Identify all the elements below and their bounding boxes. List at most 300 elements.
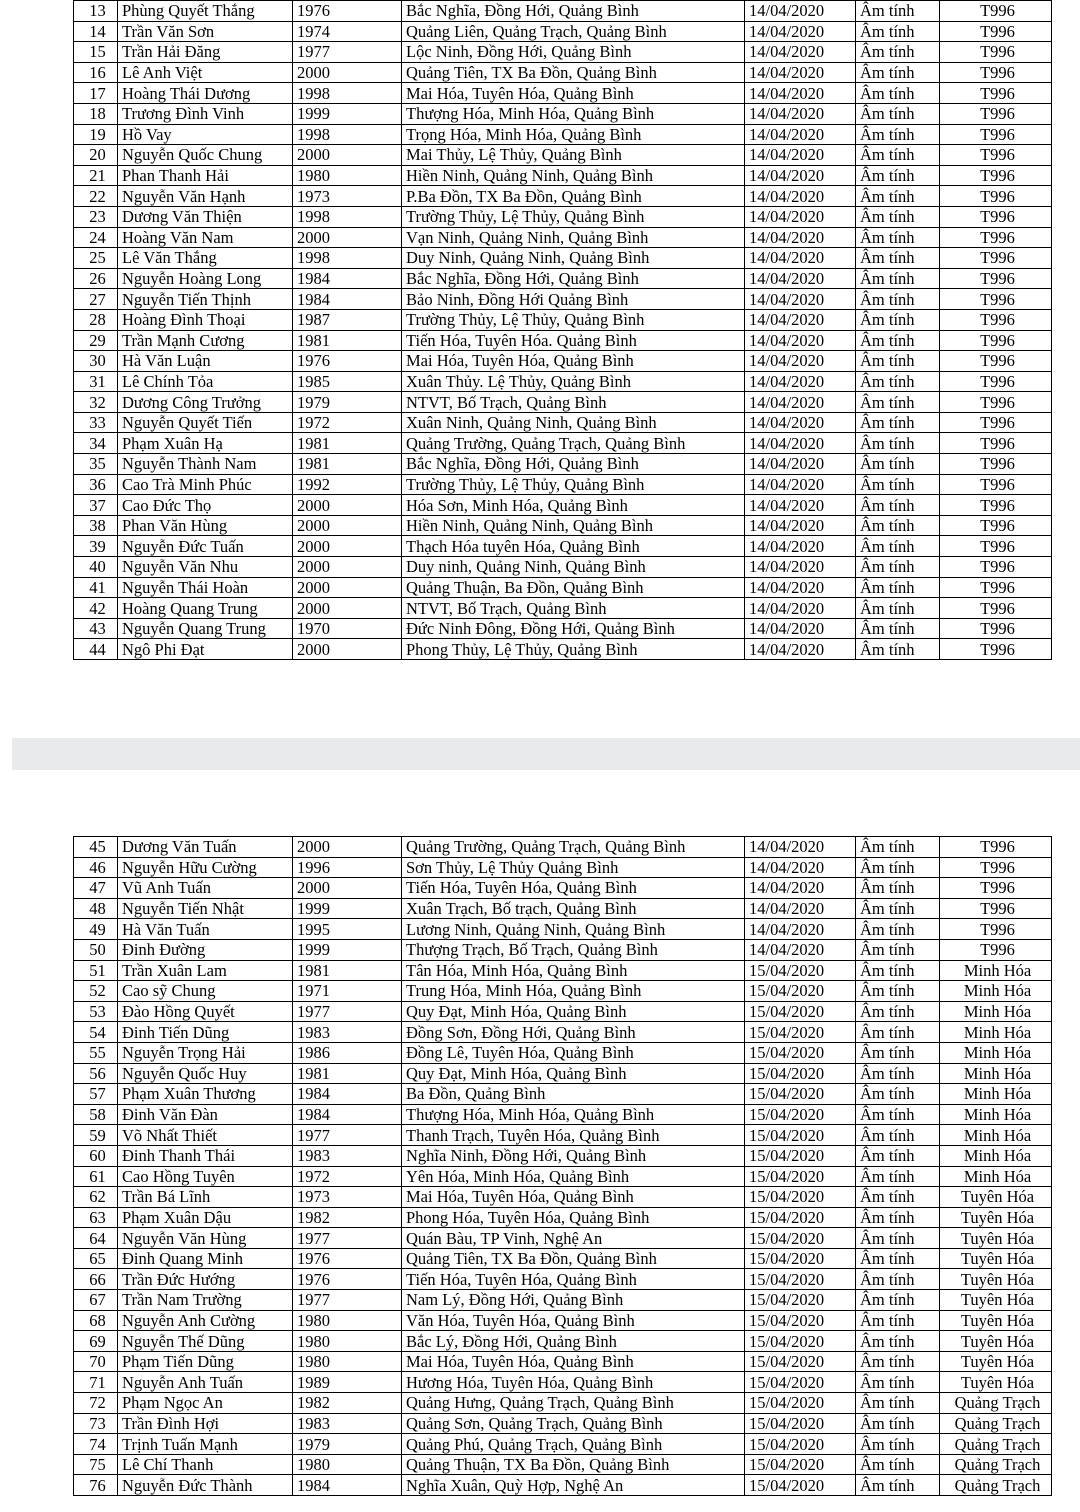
address-cell: Hóa Sơn, Minh Hóa, Quảng Bình bbox=[402, 495, 745, 516]
row-number-cell: 61 bbox=[74, 1166, 118, 1187]
person-name-cell: Lê Chí Thanh bbox=[118, 1454, 293, 1475]
person-name-cell: Phạm Xuân Thương bbox=[118, 1084, 293, 1105]
person-name-cell: Hoàng Quang Trung bbox=[118, 598, 293, 619]
address-cell: Duy Ninh, Quảng Ninh, Quảng Bình bbox=[402, 248, 745, 269]
address-cell: P.Ba Đồn, TX Ba Đồn, Quảng Bình bbox=[402, 186, 745, 207]
test-date-cell: 15/04/2020 bbox=[745, 1248, 856, 1269]
quarantine-location-cell: Tuyên Hóa bbox=[940, 1351, 1052, 1372]
birth-year-cell: 1974 bbox=[293, 21, 402, 42]
address-cell: Đồng Lê, Tuyên Hóa, Quảng Bình bbox=[402, 1042, 745, 1063]
address-cell: Quảng Trường, Quảng Trạch, Quảng Bình bbox=[402, 433, 745, 454]
row-number-cell: 43 bbox=[74, 618, 118, 639]
address-cell: Xuân Trạch, Bố trạch, Quảng Bình bbox=[402, 898, 745, 919]
row-number-cell: 34 bbox=[74, 433, 118, 454]
birth-year-cell: 2000 bbox=[293, 639, 402, 660]
test-result-cell: Âm tính bbox=[856, 495, 940, 516]
birth-year-cell: 1977 bbox=[293, 1290, 402, 1311]
test-result-cell: Âm tính bbox=[856, 618, 940, 639]
birth-year-cell: 1984 bbox=[293, 289, 402, 310]
row-number-cell: 13 bbox=[74, 1, 118, 22]
quarantine-location-cell: T996 bbox=[940, 598, 1052, 619]
test-date-cell: 14/04/2020 bbox=[745, 412, 856, 433]
row-number-cell: 30 bbox=[74, 351, 118, 372]
test-date-cell: 15/04/2020 bbox=[745, 960, 856, 981]
quarantine-location-cell: T996 bbox=[940, 124, 1052, 145]
test-result-cell: Âm tính bbox=[856, 1269, 940, 1290]
test-result-cell: Âm tính bbox=[856, 1063, 940, 1084]
address-cell: Phong Hóa, Tuyên Hóa, Quảng Bình bbox=[402, 1207, 745, 1228]
row-number-cell: 75 bbox=[74, 1454, 118, 1475]
test-date-cell: 14/04/2020 bbox=[745, 557, 856, 578]
row-number-cell: 31 bbox=[74, 371, 118, 392]
birth-year-cell: 2000 bbox=[293, 577, 402, 598]
table-row bbox=[74, 145, 1052, 166]
table-row bbox=[74, 898, 1052, 919]
test-date-cell: 15/04/2020 bbox=[745, 1393, 856, 1414]
quarantine-location-cell: T996 bbox=[940, 165, 1052, 186]
row-number-cell: 46 bbox=[74, 857, 118, 878]
quarantine-location-cell: Tuyên Hóa bbox=[940, 1331, 1052, 1352]
birth-year-cell: 1977 bbox=[293, 1228, 402, 1249]
row-number-cell: 48 bbox=[74, 898, 118, 919]
person-name-cell: Nguyễn Quốc Chung bbox=[118, 145, 293, 166]
test-result-cell: Âm tính bbox=[856, 351, 940, 372]
test-date-cell: 15/04/2020 bbox=[745, 1434, 856, 1455]
table-row bbox=[74, 1269, 1052, 1290]
quarantine-location-cell: T996 bbox=[940, 557, 1052, 578]
table-row bbox=[74, 1393, 1052, 1414]
test-result-cell: Âm tính bbox=[856, 227, 940, 248]
quarantine-location-cell: Tuyên Hóa bbox=[940, 1269, 1052, 1290]
test-date-cell: 15/04/2020 bbox=[745, 1166, 856, 1187]
row-number-cell: 33 bbox=[74, 412, 118, 433]
row-number-cell: 14 bbox=[74, 21, 118, 42]
quarantine-location-cell: T996 bbox=[940, 309, 1052, 330]
row-number-cell: 53 bbox=[74, 1001, 118, 1022]
address-cell: Bảo Ninh, Đồng Hới Quảng Bình bbox=[402, 289, 745, 310]
birth-year-cell: 1984 bbox=[293, 268, 402, 289]
birth-year-cell: 1998 bbox=[293, 83, 402, 104]
row-number-cell: 64 bbox=[74, 1228, 118, 1249]
row-number-cell: 71 bbox=[74, 1372, 118, 1393]
row-number-cell: 37 bbox=[74, 495, 118, 516]
address-cell: Trường Thủy, Lệ Thủy, Quảng Bình bbox=[402, 309, 745, 330]
test-result-cell: Âm tính bbox=[856, 1290, 940, 1311]
test-date-cell: 14/04/2020 bbox=[745, 309, 856, 330]
test-date-cell: 14/04/2020 bbox=[745, 837, 856, 858]
table-row bbox=[74, 1331, 1052, 1352]
test-date-cell: 15/04/2020 bbox=[745, 1351, 856, 1372]
quarantine-location-cell: T996 bbox=[940, 898, 1052, 919]
birth-year-cell: 1984 bbox=[293, 1084, 402, 1105]
test-date-cell: 15/04/2020 bbox=[745, 1228, 856, 1249]
quarantine-location-cell: T996 bbox=[940, 103, 1052, 124]
person-name-cell: Vũ Anh Tuấn bbox=[118, 878, 293, 899]
row-number-cell: 49 bbox=[74, 919, 118, 940]
test-date-cell: 15/04/2020 bbox=[745, 1475, 856, 1496]
birth-year-cell: 2000 bbox=[293, 557, 402, 578]
person-name-cell: Đinh Quang Minh bbox=[118, 1248, 293, 1269]
table-row bbox=[74, 1475, 1052, 1496]
birth-year-cell: 1972 bbox=[293, 412, 402, 433]
birth-year-cell: 1981 bbox=[293, 454, 402, 475]
row-number-cell: 42 bbox=[74, 598, 118, 619]
person-name-cell: Lê Văn Thắng bbox=[118, 248, 293, 269]
table-row bbox=[74, 268, 1052, 289]
test-date-cell: 14/04/2020 bbox=[745, 21, 856, 42]
person-name-cell: Trương Đình Vinh bbox=[118, 103, 293, 124]
quarantine-location-cell: T996 bbox=[940, 919, 1052, 940]
quarantine-location-cell: Quảng Trạch bbox=[940, 1454, 1052, 1475]
row-number-cell: 28 bbox=[74, 309, 118, 330]
table-row bbox=[74, 515, 1052, 536]
table-row bbox=[74, 289, 1052, 310]
address-cell: Thạch Hóa tuyên Hóa, Quảng Bình bbox=[402, 536, 745, 557]
test-date-cell: 14/04/2020 bbox=[745, 227, 856, 248]
person-name-cell: Lê Anh Việt bbox=[118, 62, 293, 83]
test-date-cell: 15/04/2020 bbox=[745, 1269, 856, 1290]
row-number-cell: 44 bbox=[74, 639, 118, 660]
address-cell: Văn Hóa, Tuyên Hóa, Quảng Bình bbox=[402, 1310, 745, 1331]
test-result-cell: Âm tính bbox=[856, 577, 940, 598]
table-row bbox=[74, 919, 1052, 940]
test-date-cell: 15/04/2020 bbox=[745, 1084, 856, 1105]
row-number-cell: 56 bbox=[74, 1063, 118, 1084]
table-row bbox=[74, 981, 1052, 1002]
test-date-cell: 15/04/2020 bbox=[745, 1145, 856, 1166]
address-cell: Tiến Hóa, Tuyên Hóa, Quảng Bình bbox=[402, 1269, 745, 1290]
row-number-cell: 25 bbox=[74, 248, 118, 269]
row-number-cell: 40 bbox=[74, 557, 118, 578]
birth-year-cell: 1981 bbox=[293, 1063, 402, 1084]
row-number-cell: 22 bbox=[74, 186, 118, 207]
birth-year-cell: 1996 bbox=[293, 857, 402, 878]
birth-year-cell: 1971 bbox=[293, 981, 402, 1002]
table-row bbox=[74, 83, 1052, 104]
address-cell: Thanh Trạch, Tuyên Hóa, Quảng Bình bbox=[402, 1125, 745, 1146]
address-cell: Lộc Ninh, Đồng Hới, Quảng Bình bbox=[402, 42, 745, 63]
test-date-cell: 14/04/2020 bbox=[745, 248, 856, 269]
test-result-cell: Âm tính bbox=[856, 412, 940, 433]
test-date-cell: 14/04/2020 bbox=[745, 433, 856, 454]
address-cell: Hiền Ninh, Quảng Ninh, Quảng Bình bbox=[402, 165, 745, 186]
test-result-cell: Âm tính bbox=[856, 454, 940, 475]
test-result-cell: Âm tính bbox=[856, 515, 940, 536]
test-date-cell: 14/04/2020 bbox=[745, 577, 856, 598]
test-date-cell: 14/04/2020 bbox=[745, 474, 856, 495]
table-row bbox=[74, 1063, 1052, 1084]
person-name-cell: Nguyễn Thành Nam bbox=[118, 454, 293, 475]
table-row bbox=[74, 1413, 1052, 1434]
test-result-cell: Âm tính bbox=[856, 371, 940, 392]
person-name-cell: Nguyễn Văn Hùng bbox=[118, 1228, 293, 1249]
birth-year-cell: 1976 bbox=[293, 1248, 402, 1269]
birth-year-cell: 1983 bbox=[293, 1145, 402, 1166]
row-number-cell: 52 bbox=[74, 981, 118, 1002]
birth-year-cell: 1973 bbox=[293, 1187, 402, 1208]
test-date-cell: 14/04/2020 bbox=[745, 1, 856, 22]
test-result-cell: Âm tính bbox=[856, 1187, 940, 1208]
address-cell: Quán Bàu, TP Vinh, Nghệ An bbox=[402, 1228, 745, 1249]
birth-year-cell: 1980 bbox=[293, 165, 402, 186]
row-number-cell: 39 bbox=[74, 536, 118, 557]
test-result-cell: Âm tính bbox=[856, 433, 940, 454]
quarantine-location-cell: Minh Hóa bbox=[940, 1084, 1052, 1105]
quarantine-location-cell: T996 bbox=[940, 536, 1052, 557]
birth-year-cell: 1982 bbox=[293, 1207, 402, 1228]
address-cell: Nghĩa Ninh, Đồng Hới, Quảng Bình bbox=[402, 1145, 745, 1166]
row-number-cell: 73 bbox=[74, 1413, 118, 1434]
person-name-cell: Phạm Xuân Hạ bbox=[118, 433, 293, 454]
row-number-cell: 67 bbox=[74, 1290, 118, 1311]
row-number-cell: 41 bbox=[74, 577, 118, 598]
table-row bbox=[74, 165, 1052, 186]
birth-year-cell: 2000 bbox=[293, 495, 402, 516]
test-result-cell: Âm tính bbox=[856, 289, 940, 310]
address-cell: NTVT, Bố Trạch, Quảng Bình bbox=[402, 392, 745, 413]
address-cell: Quảng Sơn, Quảng Trạch, Quảng Bình bbox=[402, 1413, 745, 1434]
birth-year-cell: 1976 bbox=[293, 1, 402, 22]
row-number-cell: 36 bbox=[74, 474, 118, 495]
test-result-cell: Âm tính bbox=[856, 268, 940, 289]
person-name-cell: Nguyễn Hữu Cường bbox=[118, 857, 293, 878]
birth-year-cell: 1976 bbox=[293, 1269, 402, 1290]
table-row bbox=[74, 557, 1052, 578]
birth-year-cell: 1983 bbox=[293, 1022, 402, 1043]
quarantine-location-cell: T996 bbox=[940, 495, 1052, 516]
quarantine-location-cell: T996 bbox=[940, 42, 1052, 63]
person-name-cell: Đinh Văn Đàn bbox=[118, 1104, 293, 1125]
table-row bbox=[74, 433, 1052, 454]
address-cell: Quảng Trường, Quảng Trạch, Quảng Bình bbox=[402, 837, 745, 858]
row-number-cell: 19 bbox=[74, 124, 118, 145]
test-result-cell: Âm tính bbox=[856, 309, 940, 330]
test-result-cell: Âm tính bbox=[856, 1166, 940, 1187]
test-result-cell: Âm tính bbox=[856, 330, 940, 351]
quarantine-location-cell: T996 bbox=[940, 371, 1052, 392]
address-cell: Quảng Hưng, Quảng Trạch, Quảng Bình bbox=[402, 1393, 745, 1414]
table-row bbox=[74, 1104, 1052, 1125]
table-body bbox=[74, 837, 1052, 1496]
address-cell: Ba Đồn, Quảng Bình bbox=[402, 1084, 745, 1105]
row-number-cell: 38 bbox=[74, 515, 118, 536]
quarantine-location-cell: T996 bbox=[940, 857, 1052, 878]
quarantine-location-cell: T996 bbox=[940, 351, 1052, 372]
test-date-cell: 15/04/2020 bbox=[745, 1104, 856, 1125]
row-number-cell: 74 bbox=[74, 1434, 118, 1455]
address-cell: Trung Hóa, Minh Hóa, Quảng Bình bbox=[402, 981, 745, 1002]
test-date-cell: 14/04/2020 bbox=[745, 62, 856, 83]
address-cell: Thượng Trạch, Bố Trạch, Quảng Bình bbox=[402, 939, 745, 960]
birth-year-cell: 2000 bbox=[293, 515, 402, 536]
person-name-cell: Hồ Vay bbox=[118, 124, 293, 145]
person-name-cell: Nguyễn Văn Hạnh bbox=[118, 186, 293, 207]
birth-year-cell: 1984 bbox=[293, 1475, 402, 1496]
table-row bbox=[74, 618, 1052, 639]
birth-year-cell: 2000 bbox=[293, 227, 402, 248]
test-date-cell: 14/04/2020 bbox=[745, 536, 856, 557]
quarantine-location-cell: T996 bbox=[940, 454, 1052, 475]
person-name-cell: Nguyễn Quyết Tiến bbox=[118, 412, 293, 433]
row-number-cell: 20 bbox=[74, 145, 118, 166]
test-result-cell: Âm tính bbox=[856, 960, 940, 981]
table-row bbox=[74, 1145, 1052, 1166]
address-cell: Trường Thủy, Lệ Thủy, Quảng Bình bbox=[402, 474, 745, 495]
birth-year-cell: 2000 bbox=[293, 62, 402, 83]
birth-year-cell: 1980 bbox=[293, 1351, 402, 1372]
person-name-cell: Trần Mạnh Cương bbox=[118, 330, 293, 351]
quarantine-location-cell: Minh Hóa bbox=[940, 1145, 1052, 1166]
test-date-cell: 14/04/2020 bbox=[745, 371, 856, 392]
quarantine-location-cell: Quảng Trạch bbox=[940, 1413, 1052, 1434]
address-cell: Hiền Ninh, Quảng Ninh, Quảng Bình bbox=[402, 515, 745, 536]
test-result-cell: Âm tính bbox=[856, 1475, 940, 1496]
person-name-cell: Trịnh Tuấn Mạnh bbox=[118, 1434, 293, 1455]
birth-year-cell: 1979 bbox=[293, 1434, 402, 1455]
test-result-cell: Âm tính bbox=[856, 837, 940, 858]
person-name-cell: Phạm Tiến Dũng bbox=[118, 1351, 293, 1372]
test-result-cell: Âm tính bbox=[856, 557, 940, 578]
page-separator bbox=[12, 738, 1080, 770]
quarantine-location-cell: T996 bbox=[940, 837, 1052, 858]
test-result-cell: Âm tính bbox=[856, 165, 940, 186]
table-row bbox=[74, 21, 1052, 42]
quarantine-location-cell: Minh Hóa bbox=[940, 1063, 1052, 1084]
table-row bbox=[74, 62, 1052, 83]
address-cell: Quảng Thuận, TX Ba Đồn, Quảng Bình bbox=[402, 1454, 745, 1475]
test-result-cell: Âm tính bbox=[856, 1207, 940, 1228]
test-date-cell: 14/04/2020 bbox=[745, 206, 856, 227]
birth-year-cell: 1972 bbox=[293, 1166, 402, 1187]
test-result-cell: Âm tính bbox=[856, 1084, 940, 1105]
test-date-cell: 14/04/2020 bbox=[745, 165, 856, 186]
test-result-cell: Âm tính bbox=[856, 919, 940, 940]
address-cell: Duy ninh, Quảng Ninh, Quảng Bình bbox=[402, 557, 745, 578]
row-number-cell: 63 bbox=[74, 1207, 118, 1228]
table-row bbox=[74, 960, 1052, 981]
table-row bbox=[74, 103, 1052, 124]
address-cell: Phong Thủy, Lệ Thủy, Quảng Bình bbox=[402, 639, 745, 660]
birth-year-cell: 1987 bbox=[293, 309, 402, 330]
test-date-cell: 14/04/2020 bbox=[745, 186, 856, 207]
birth-year-cell: 1999 bbox=[293, 898, 402, 919]
table-row bbox=[74, 639, 1052, 660]
test-result-cell: Âm tính bbox=[856, 392, 940, 413]
birth-year-cell: 1980 bbox=[293, 1454, 402, 1475]
test-result-cell: Âm tính bbox=[856, 145, 940, 166]
row-number-cell: 32 bbox=[74, 392, 118, 413]
test-result-cell: Âm tính bbox=[856, 1331, 940, 1352]
person-name-cell: Nguyễn Quang Trung bbox=[118, 618, 293, 639]
person-name-cell: Nguyễn Đức Thành bbox=[118, 1475, 293, 1496]
test-date-cell: 14/04/2020 bbox=[745, 103, 856, 124]
table-row bbox=[74, 1001, 1052, 1022]
table-row bbox=[74, 1228, 1052, 1249]
table-row bbox=[74, 1125, 1052, 1146]
birth-year-cell: 1977 bbox=[293, 1125, 402, 1146]
test-result-cell: Âm tính bbox=[856, 1310, 940, 1331]
test-result-cell: Âm tính bbox=[856, 1125, 940, 1146]
row-number-cell: 35 bbox=[74, 454, 118, 475]
table-row bbox=[74, 1084, 1052, 1105]
test-result-cell: Âm tính bbox=[856, 474, 940, 495]
quarantine-location-cell: Quảng Trạch bbox=[940, 1475, 1052, 1496]
person-name-cell: Trần Bá Lĩnh bbox=[118, 1187, 293, 1208]
address-cell: Bắc Nghĩa, Đồng Hới, Quảng Bình bbox=[402, 454, 745, 475]
birth-year-cell: 2000 bbox=[293, 145, 402, 166]
person-name-cell: Trần Hải Đăng bbox=[118, 42, 293, 63]
birth-year-cell: 1982 bbox=[293, 1393, 402, 1414]
row-number-cell: 16 bbox=[74, 62, 118, 83]
quarantine-location-cell: T996 bbox=[940, 392, 1052, 413]
test-result-cell: Âm tính bbox=[856, 83, 940, 104]
birth-year-cell: 1977 bbox=[293, 42, 402, 63]
person-name-cell: Nguyễn Anh Cường bbox=[118, 1310, 293, 1331]
address-cell: Đồng Sơn, Đồng Hới, Quảng Bình bbox=[402, 1022, 745, 1043]
table-row bbox=[74, 371, 1052, 392]
person-name-cell: Đào Hồng Quyết bbox=[118, 1001, 293, 1022]
quarantine-location-cell: Minh Hóa bbox=[940, 1125, 1052, 1146]
test-result-cell: Âm tính bbox=[856, 1434, 940, 1455]
row-number-cell: 69 bbox=[74, 1331, 118, 1352]
quarantine-location-cell: T996 bbox=[940, 618, 1052, 639]
person-name-cell: Cao Trà Minh Phúc bbox=[118, 474, 293, 495]
quarantine-location-cell: T996 bbox=[940, 474, 1052, 495]
birth-year-cell: 1986 bbox=[293, 1042, 402, 1063]
table-row bbox=[74, 412, 1052, 433]
test-date-cell: 14/04/2020 bbox=[745, 454, 856, 475]
table-row bbox=[74, 495, 1052, 516]
address-cell: Quảng Tiên, TX Ba Đồn, Quảng Bình bbox=[402, 62, 745, 83]
address-cell: Quảng Tiên, TX Ba Đồn, Quảng Bình bbox=[402, 1248, 745, 1269]
table-row bbox=[74, 454, 1052, 475]
table-row bbox=[74, 837, 1052, 858]
birth-year-cell: 1979 bbox=[293, 392, 402, 413]
test-date-cell: 14/04/2020 bbox=[745, 268, 856, 289]
test-result-cell: Âm tính bbox=[856, 124, 940, 145]
address-cell: Hương Hóa, Tuyên Hóa, Quảng Bình bbox=[402, 1372, 745, 1393]
person-name-cell: Hoàng Văn Nam bbox=[118, 227, 293, 248]
quarantine-location-cell: Tuyên Hóa bbox=[940, 1310, 1052, 1331]
row-number-cell: 47 bbox=[74, 878, 118, 899]
person-name-cell: Lê Chính Tỏa bbox=[118, 371, 293, 392]
birth-year-cell: 1976 bbox=[293, 351, 402, 372]
address-cell: Mai Hóa, Tuyên Hóa, Quảng Bình bbox=[402, 1187, 745, 1208]
person-name-cell: Cao Hồng Tuyên bbox=[118, 1166, 293, 1187]
address-cell: Bắc Nghĩa, Đồng Hới, Quảng Bình bbox=[402, 268, 745, 289]
birth-year-cell: 1984 bbox=[293, 1104, 402, 1125]
row-number-cell: 66 bbox=[74, 1269, 118, 1290]
test-date-cell: 15/04/2020 bbox=[745, 1063, 856, 1084]
test-date-cell: 14/04/2020 bbox=[745, 392, 856, 413]
address-cell: Nam Lý, Đồng Hới, Quảng Bình bbox=[402, 1290, 745, 1311]
test-result-cell: Âm tính bbox=[856, 1372, 940, 1393]
table-row bbox=[74, 1166, 1052, 1187]
test-result-cell: Âm tính bbox=[856, 1001, 940, 1022]
address-cell: Tiến Hóa, Tuyên Hóa, Quảng Bình bbox=[402, 878, 745, 899]
birth-year-cell: 1981 bbox=[293, 960, 402, 981]
test-date-cell: 14/04/2020 bbox=[745, 515, 856, 536]
row-number-cell: 27 bbox=[74, 289, 118, 310]
test-result-cell: Âm tính bbox=[856, 598, 940, 619]
row-number-cell: 26 bbox=[74, 268, 118, 289]
quarantine-location-cell: T996 bbox=[940, 433, 1052, 454]
person-name-cell: Phạm Xuân Dậu bbox=[118, 1207, 293, 1228]
person-name-cell: Dương Văn Thiện bbox=[118, 206, 293, 227]
quarantine-location-cell: Tuyên Hóa bbox=[940, 1290, 1052, 1311]
person-name-cell: Đinh Tiến Dũng bbox=[118, 1022, 293, 1043]
address-cell: Mai Hóa, Tuyên Hóa, Quảng Bình bbox=[402, 351, 745, 372]
